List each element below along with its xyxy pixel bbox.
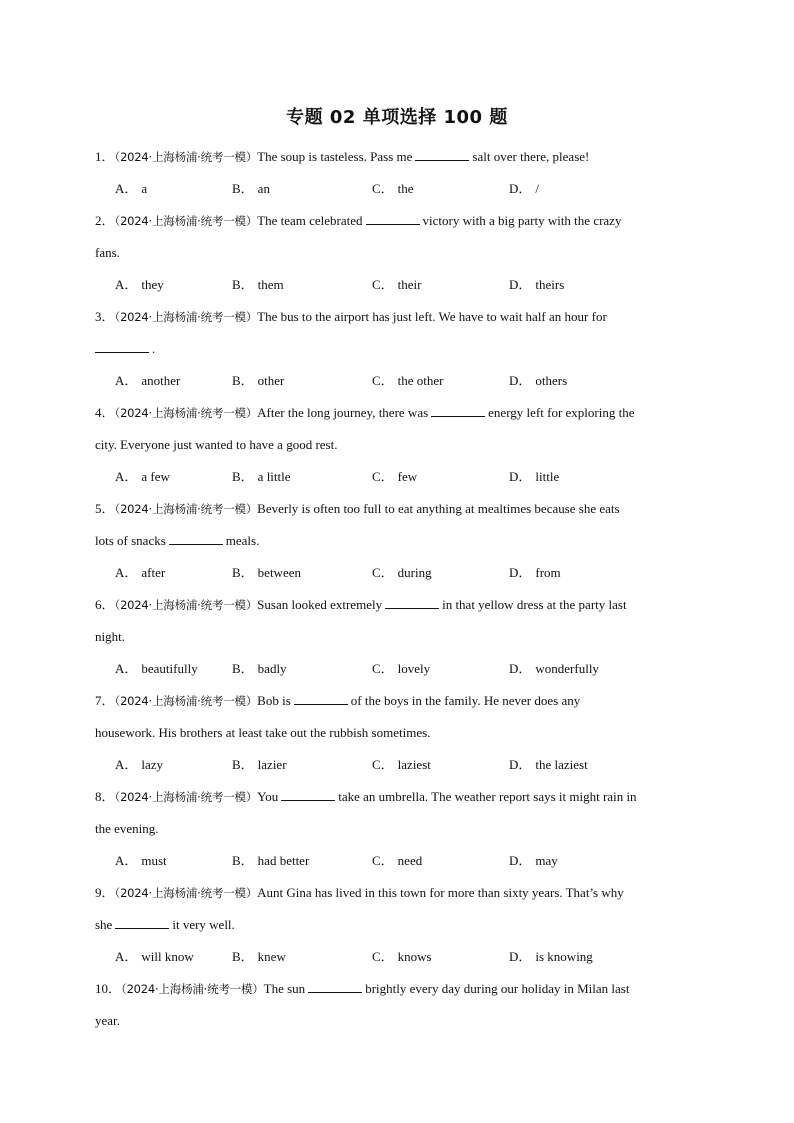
question-stem-line: [95, 717, 697, 749]
option-label: B．: [232, 469, 254, 484]
question-number: 4．: [95, 405, 115, 420]
question-list: [95, 141, 697, 1037]
option-label: D．: [509, 757, 532, 772]
question-stem-line: [95, 397, 697, 429]
answer-options: [95, 557, 697, 589]
option-label: A．: [115, 469, 138, 484]
option-label: A．: [115, 277, 138, 292]
option-label: A．: [115, 949, 138, 964]
answer-blank: [385, 598, 439, 609]
option-c[interactable]: [372, 749, 431, 781]
option-text: had better: [257, 853, 310, 868]
option-b[interactable]: [232, 173, 270, 205]
option-d[interactable]: [509, 557, 561, 589]
option-text: they: [141, 277, 164, 292]
option-text: need: [397, 853, 423, 868]
option-b[interactable]: [232, 749, 287, 781]
option-label: B．: [232, 757, 254, 772]
option-label: C．: [372, 853, 394, 868]
stem-text: lots of snacks: [95, 533, 166, 548]
answer-blank: [366, 214, 420, 225]
answer-blank: [308, 982, 362, 993]
stem-text: of the boys in the family. He never does any: [350, 693, 581, 708]
question-7: [95, 685, 697, 749]
answer-blank: [431, 406, 485, 417]
option-label: D．: [509, 661, 532, 676]
option-label: A．: [115, 565, 138, 580]
option-label: C．: [372, 277, 394, 292]
question-number: 5．: [95, 501, 115, 516]
question-number: 6．: [95, 597, 115, 612]
question-stem-line: [95, 813, 697, 845]
option-text: may: [535, 853, 558, 868]
option-a[interactable]: [115, 269, 164, 301]
answer-blank: [169, 534, 223, 545]
stem-text: meals.: [225, 533, 260, 548]
option-b[interactable]: [232, 845, 309, 877]
stem-text: After the long journey, there was: [257, 405, 429, 420]
question-stem-line: [95, 301, 697, 333]
stem-text: fans.: [95, 245, 120, 260]
question-stem-line: [95, 141, 697, 173]
answer-options: [95, 749, 697, 781]
answer-options: [95, 173, 697, 205]
option-text: laziest: [397, 757, 431, 772]
question-number: 2．: [95, 213, 115, 228]
question-source: （2024·上海杨浦·统考一模）: [114, 502, 258, 516]
option-d[interactable]: [509, 269, 564, 301]
answer-blank: [281, 790, 335, 801]
option-d[interactable]: [509, 845, 558, 877]
stem-text: night.: [95, 629, 125, 644]
option-label: A．: [115, 181, 138, 196]
question-stem-line: [95, 781, 697, 813]
question-stem-line: [95, 493, 697, 525]
option-a[interactable]: [115, 557, 165, 589]
option-d[interactable]: [509, 365, 567, 397]
answer-options: [95, 941, 697, 973]
option-text: knew: [257, 949, 286, 964]
option-label: D．: [509, 853, 532, 868]
option-text: from: [535, 565, 561, 580]
option-text: will know: [141, 949, 194, 964]
option-c[interactable]: [372, 653, 430, 685]
question-source: （2024·上海杨浦·统考一模）: [114, 790, 258, 804]
stem-text: Susan looked extremely: [257, 597, 383, 612]
stem-text: take an umbrella. The weather report says it might rain in: [338, 789, 637, 804]
question-5: [95, 493, 697, 557]
option-text: a little: [257, 469, 291, 484]
question-3: [95, 301, 697, 365]
question-source: （2024·上海杨浦·统考一模）: [114, 214, 258, 228]
question-stem-line: [95, 237, 697, 269]
stem-text: energy left for exploring the: [488, 405, 635, 420]
option-label: C．: [372, 181, 394, 196]
option-label: D．: [509, 949, 532, 964]
option-text: lazier: [257, 757, 287, 772]
question-number: 10．: [95, 981, 122, 996]
stem-text: You: [257, 789, 279, 804]
question-source: （2024·上海杨浦·统考一模）: [121, 982, 264, 996]
option-text: wonderfully: [535, 661, 599, 676]
stem-text: it very well.: [172, 917, 235, 932]
question-stem-line: [95, 205, 697, 237]
question-stem-line: [95, 525, 697, 557]
option-c[interactable]: [372, 461, 417, 493]
question-stem-line: [95, 621, 697, 653]
option-a[interactable]: [115, 653, 198, 685]
question-source: （2024·上海杨浦·统考一模）: [114, 694, 258, 708]
option-b[interactable]: [232, 557, 301, 589]
option-text: another: [141, 373, 181, 388]
stem-text: Aunt Gina has lived in this town for more than sixty years. That’s why: [257, 885, 624, 900]
option-text: others: [535, 373, 568, 388]
stem-text: Beverly is often too full to eat anything at mealtimes because she eats: [257, 501, 620, 516]
option-text: lovely: [397, 661, 431, 676]
option-c[interactable]: [372, 173, 414, 205]
option-label: D．: [509, 565, 532, 580]
option-d[interactable]: [509, 749, 588, 781]
option-a[interactable]: [115, 365, 180, 397]
option-text: their: [397, 277, 422, 292]
option-text: badly: [257, 661, 287, 676]
option-text: theirs: [535, 277, 565, 292]
option-d[interactable]: [509, 173, 539, 205]
option-label: B．: [232, 853, 254, 868]
stem-text: brightly every day during our holiday in Milan last: [365, 981, 630, 996]
option-label: C．: [372, 469, 394, 484]
option-text: must: [141, 853, 167, 868]
option-label: C．: [372, 757, 394, 772]
question-number: 9．: [95, 885, 115, 900]
option-label: B．: [232, 181, 254, 196]
question-number: 8．: [95, 789, 115, 804]
option-label: C．: [372, 661, 394, 676]
option-text: during: [397, 565, 432, 580]
stem-text: The team celebrated: [257, 213, 363, 228]
option-text: a few: [141, 469, 170, 484]
question-9: [95, 877, 697, 941]
question-source: （2024·上海杨浦·统考一模）: [114, 406, 258, 420]
question-6: [95, 589, 697, 653]
question-2: [95, 205, 697, 269]
option-text: them: [257, 277, 284, 292]
answer-blank: [294, 694, 348, 705]
question-stem-line: [95, 909, 697, 941]
option-a[interactable]: [115, 461, 170, 493]
option-label: A．: [115, 373, 138, 388]
stem-text: salt over there, please!: [472, 149, 590, 164]
stem-text: Bob is: [257, 693, 291, 708]
option-text: beautifully: [141, 661, 198, 676]
question-4: [95, 397, 697, 461]
option-label: B．: [232, 373, 254, 388]
stem-text: the evening.: [95, 821, 159, 836]
answer-blank: [95, 342, 149, 353]
option-label: A．: [115, 853, 138, 868]
option-text: /: [535, 181, 540, 196]
option-label: C．: [372, 949, 394, 964]
option-text: few: [397, 469, 418, 484]
option-d[interactable]: [509, 941, 593, 973]
option-label: D．: [509, 181, 532, 196]
option-a[interactable]: [115, 173, 147, 205]
option-label: C．: [372, 373, 394, 388]
stem-text: she: [95, 917, 113, 932]
question-stem-line: [95, 333, 697, 365]
option-label: D．: [509, 469, 532, 484]
option-text: lazy: [141, 757, 164, 772]
question-1: [95, 141, 697, 173]
answer-blank: [415, 150, 469, 161]
option-b[interactable]: [232, 941, 286, 973]
question-source: （2024·上海杨浦·统考一模）: [114, 150, 258, 164]
option-text: knows: [397, 949, 432, 964]
option-c[interactable]: [372, 845, 422, 877]
stem-text: victory with a big party with the crazy: [422, 213, 622, 228]
question-source: （2024·上海杨浦·统考一模）: [114, 886, 258, 900]
stem-text: housework. His brothers at least take out the rubbish sometimes.: [95, 725, 431, 740]
stem-text: .: [152, 341, 156, 356]
question-number: 1．: [95, 149, 115, 164]
option-text: is knowing: [535, 949, 593, 964]
question-source: （2024·上海杨浦·统考一模）: [114, 310, 258, 324]
question-10: [95, 973, 697, 1037]
option-label: B．: [232, 661, 254, 676]
option-label: A．: [115, 757, 138, 772]
question-stem-line: [95, 685, 697, 717]
option-a[interactable]: [115, 749, 163, 781]
question-stem-line: [95, 1005, 697, 1037]
option-label: B．: [232, 565, 254, 580]
option-c[interactable]: [372, 557, 432, 589]
option-b[interactable]: [232, 365, 284, 397]
option-label: D．: [509, 277, 532, 292]
question-number: 7．: [95, 693, 115, 708]
option-label: B．: [232, 949, 254, 964]
option-d[interactable]: [509, 461, 559, 493]
question-8: [95, 781, 697, 845]
question-stem-line: [95, 589, 697, 621]
option-d[interactable]: [509, 653, 599, 685]
option-text: little: [535, 469, 560, 484]
option-text: the other: [397, 373, 444, 388]
option-label: C．: [372, 565, 394, 580]
question-stem-line: [95, 429, 697, 461]
answer-options: [95, 653, 697, 685]
stem-text: in that yellow dress at the party last: [442, 597, 627, 612]
option-text: the laziest: [535, 757, 588, 772]
page-title: 专题 02 单项选择 100 题: [286, 107, 508, 128]
question-source: （2024·上海杨浦·统考一模）: [114, 598, 258, 612]
option-text: a: [141, 181, 148, 196]
question-stem-line: [95, 877, 697, 909]
option-c[interactable]: [372, 269, 422, 301]
option-label: D．: [509, 373, 532, 388]
option-a[interactable]: [115, 941, 194, 973]
question-stem-line: [95, 973, 697, 1005]
answer-options: [95, 269, 697, 301]
stem-text: The bus to the airport has just left. We have to wait half an hour for: [257, 309, 607, 324]
stem-text: city. Everyone just wanted to have a good rest.: [95, 437, 338, 452]
answer-blank: [115, 918, 169, 929]
question-number: 3．: [95, 309, 115, 324]
option-c[interactable]: [372, 365, 444, 397]
stem-text: year.: [95, 1013, 120, 1028]
option-label: A．: [115, 661, 138, 676]
option-text: the: [397, 181, 414, 196]
option-a[interactable]: [115, 845, 167, 877]
stem-text: The sun: [263, 981, 306, 996]
answer-options: [95, 845, 697, 877]
option-label: B．: [232, 277, 254, 292]
option-text: other: [257, 373, 285, 388]
answer-options: [95, 461, 697, 493]
option-b[interactable]: [232, 653, 287, 685]
answer-options: [95, 365, 697, 397]
option-c[interactable]: [372, 941, 432, 973]
option-b[interactable]: [232, 269, 284, 301]
option-text: after: [141, 565, 166, 580]
option-text: between: [257, 565, 301, 580]
option-b[interactable]: [232, 461, 291, 493]
option-text: an: [257, 181, 270, 196]
stem-text: The soup is tasteless. Pass me: [257, 149, 413, 164]
